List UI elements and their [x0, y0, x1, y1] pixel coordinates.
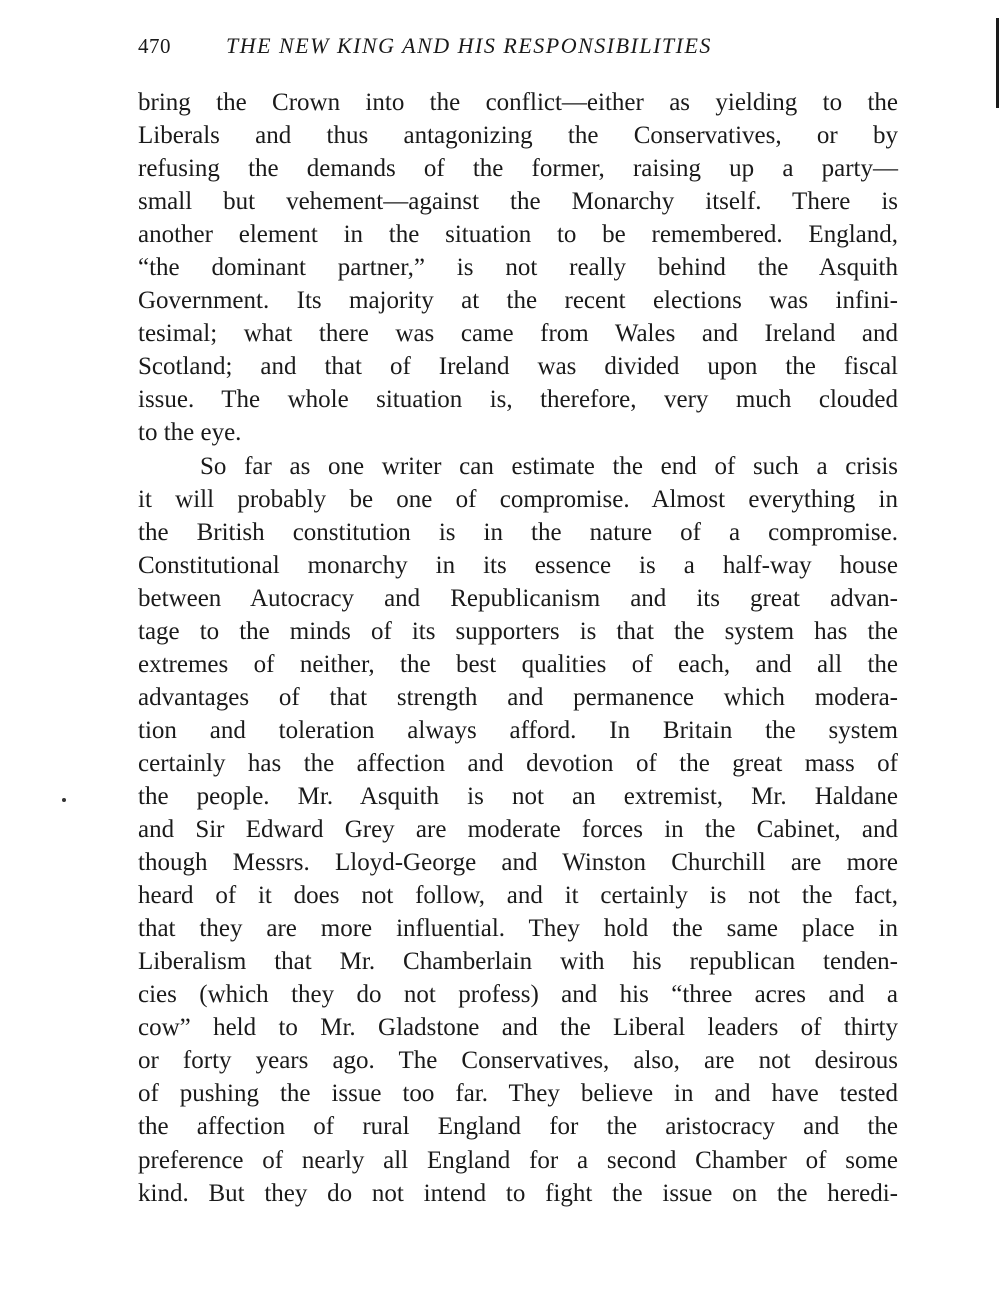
text-line: refusing the demands of the former, raising up a party—: [138, 155, 898, 183]
page-number: 470: [138, 34, 171, 58]
text-line: though Messrs. Lloyd-George and Winston Churchill are more: [138, 849, 898, 877]
text-line: Liberalism that Mr. Chamberlain with his republican tenden-: [138, 948, 898, 976]
text-line: the people. Mr. Asquith is not an extremist, Mr. Haldane: [138, 782, 898, 810]
text-line: kind. But they do not intend to fight the issue on the heredi-: [138, 1179, 898, 1207]
text-line: Liberals and thus antagonizing the Conservatives, or by: [138, 122, 898, 150]
text-line: the affection of rural England for the aristocracy and the: [138, 1113, 898, 1141]
text-line: cow” held to Mr. Gladstone and the Liberal leaders of thirty: [138, 1014, 898, 1042]
text-line: bring the Crown into the conflict—either as yielding to the: [138, 89, 898, 116]
text-line: to the eye.: [138, 419, 242, 447]
text-line: of pushing the issue too far. They believe in and have tested: [138, 1080, 898, 1108]
page-edge-mark: [996, 18, 999, 108]
text-line: small but vehement—against the Monarchy itself. There is: [138, 188, 898, 216]
running-title: THE NEW KING AND HIS RESPONSIBILITIES: [226, 33, 712, 58]
text-line: tesimal; what there was came from Wales and Ireland and: [138, 320, 898, 348]
margin-dot: [62, 798, 66, 802]
text-line: heard of it does not follow, and it certainly is not the fact,: [138, 882, 898, 910]
running-head: [138, 30, 898, 62]
text-line: it will probably be one of compromise. Almost everything in: [138, 485, 898, 513]
text-line: certainly has the affection and devotion of the great mass of: [138, 749, 898, 777]
text-line: that they are more influential. They hold the same place in: [138, 915, 898, 943]
text-line: “the dominant partner,” is not really behind the Asquith: [138, 254, 898, 282]
text-line: extremes of neither, the best qualities of each, and all the: [138, 650, 898, 678]
text-line: tion and toleration always afford. In Britain the system: [138, 716, 898, 744]
text-line: or forty years ago. The Conservatives, also, are not desirous: [138, 1047, 898, 1075]
body-text: [138, 86, 898, 1210]
text-line: advantages of that strength and permanence which modera-: [138, 683, 898, 711]
text-line: the British constitution is in the nature of a compromise.: [138, 518, 898, 546]
text-line: another element in the situation to be remembered. England,: [138, 221, 898, 249]
text-line: cies (which they do not profess) and his “three acres and a: [138, 981, 898, 1009]
text-line: preference of nearly all England for a second Chamber of some: [138, 1146, 898, 1174]
text-line: tage to the minds of its supporters is that the system has the: [138, 617, 898, 645]
text-line: issue. The whole situation is, therefore, very much clouded: [138, 386, 898, 414]
text-line: Constitutional monarchy in its essence is a half-way house: [138, 551, 898, 579]
text-line: Government. Its majority at the recent elections was infini-: [138, 287, 898, 315]
text-line: between Autocracy and Republicanism and its great advan-: [138, 584, 898, 612]
text-line: and Sir Edward Grey are moderate forces in the Cabinet, and: [138, 816, 898, 844]
paragraph-first-line: So far as one writer can estimate the end of such a crisis: [200, 452, 898, 480]
text-line: Scotland; and that of Ireland was divided upon the fiscal: [138, 353, 898, 381]
